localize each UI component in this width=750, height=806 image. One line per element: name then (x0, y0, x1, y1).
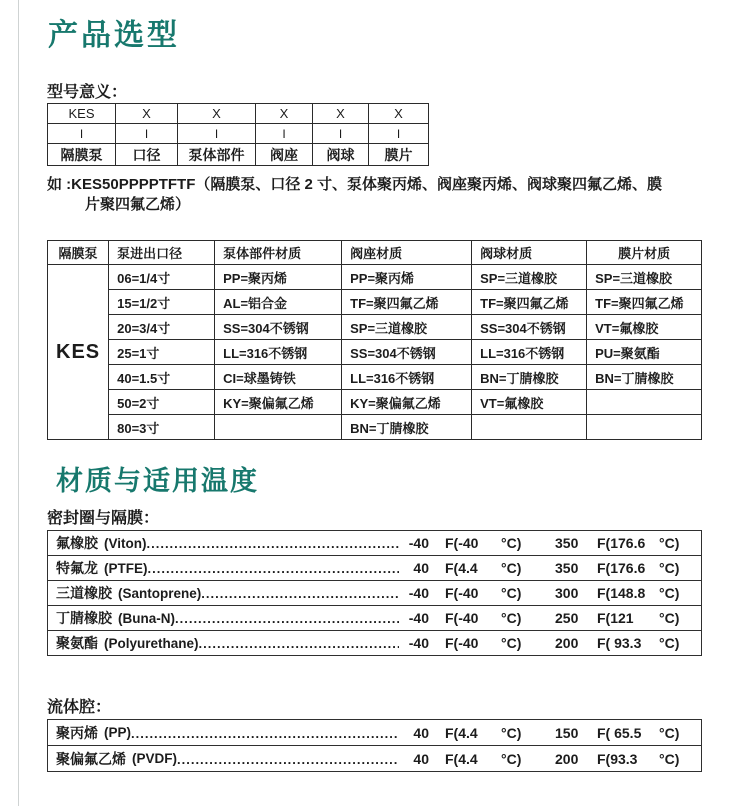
seal-temperature-table (47, 530, 702, 656)
model-x-cell: X (256, 104, 313, 124)
label-cell: 泵体部件 (178, 144, 256, 166)
port-size-cell: 50=2寸 (109, 390, 215, 415)
dot-leader (199, 634, 399, 652)
body-material-cell: KY=聚偏氟乙烯 (215, 390, 342, 415)
connector-cell: I (116, 124, 178, 144)
dot-leader (177, 750, 399, 768)
max-temp-c: F(148.8 (597, 585, 646, 601)
seat-material-cell: SP=三道橡胶 (342, 315, 472, 340)
seat-material-cell: PP=聚丙烯 (342, 265, 472, 290)
label-cell: 口径 (116, 144, 178, 166)
material-name-en: (Buna-N) (118, 610, 175, 626)
label-cell: 膜片 (369, 144, 429, 166)
seat-material-cell: BN=丁腈橡胶 (342, 415, 472, 440)
fluid-temperature-table (47, 719, 702, 772)
min-temp-f: -40 (408, 635, 429, 651)
dot-leader (201, 584, 399, 602)
max-temp-unit: °C) (659, 610, 680, 626)
seat-material-cell: KY=聚偏氟乙烯 (342, 390, 472, 415)
max-temp-c: F( 93.3 (597, 635, 642, 651)
min-temp-f: 40 (413, 724, 429, 741)
diaphragm-material-cell: SP=三道橡胶 (587, 265, 702, 290)
ball-material-cell: LL=316不锈钢 (472, 340, 587, 365)
model-x-cell: X (116, 104, 178, 124)
max-temp-unit: °C) (659, 635, 680, 651)
materials-section-title: 材质与适用温度 (56, 466, 259, 496)
material-row (48, 720, 701, 746)
min-temp-f: 40 (413, 750, 429, 767)
ball-material-cell: SP=三道橡胶 (472, 265, 587, 290)
model-example-line2: 片聚四氟乙烯） (85, 196, 191, 213)
ball-material-cell: TF=聚四氟乙烯 (472, 290, 587, 315)
min-temp-unit: °C) (501, 560, 522, 576)
min-temp-c: F(-40 (445, 635, 479, 651)
selection-row (48, 415, 702, 440)
port-size-cell: 20=3/4寸 (109, 315, 215, 340)
connector-cell: I (178, 124, 256, 144)
ball-material-cell: BN=丁腈橡胶 (472, 365, 587, 390)
body-material-cell: SS=304不锈钢 (215, 315, 342, 340)
min-temp-c: F(-40 (445, 535, 479, 551)
ball-material-cell: VT=氟橡胶 (472, 390, 587, 415)
model-example (47, 175, 707, 215)
ball-material-cell (472, 415, 587, 440)
selection-row (48, 340, 702, 365)
material-row (48, 556, 701, 581)
model-series-cell: KES (48, 104, 116, 124)
min-temp-f: -40 (408, 610, 429, 626)
min-temp-f: -40 (408, 535, 429, 551)
label-cell: 隔膜泵 (48, 144, 116, 166)
max-temp-unit: °C) (659, 724, 680, 741)
selection-row (48, 265, 702, 290)
model-x-cell: X (369, 104, 429, 124)
min-temp-c: F(-40 (445, 585, 479, 601)
diaphragm-material-cell: BN=丁腈橡胶 (587, 365, 702, 390)
max-temp-c: F( 65.5 (597, 724, 642, 741)
max-temp-unit: °C) (659, 535, 680, 551)
port-size-cell: 40=1.5寸 (109, 365, 215, 390)
max-temp-f: 250 (555, 610, 579, 626)
body-material-cell: PP=聚丙烯 (215, 265, 342, 290)
header-ball-material: 阀球材质 (472, 241, 587, 265)
material-name-en: (PP) (104, 725, 131, 740)
material-name-cn: 聚偏氟乙烯 (56, 750, 126, 767)
selection-row (48, 290, 702, 315)
seat-material-cell: SS=304不锈钢 (342, 340, 472, 365)
max-temp-f: 200 (555, 750, 579, 767)
dot-leader (148, 559, 400, 577)
port-size-cell: 80=3寸 (109, 415, 215, 440)
header-diaphragm-material: 膜片材质 (587, 241, 702, 265)
max-temp-c: F(176.6 (597, 535, 646, 551)
model-meaning-table (47, 103, 429, 166)
ball-material-cell: SS=304不锈钢 (472, 315, 587, 340)
series-cell: KES (48, 265, 109, 440)
product-selection-table (47, 240, 702, 440)
model-meaning-label: 型号意义： (47, 84, 128, 101)
min-temp-c: F(4.4 (445, 560, 478, 576)
header-pump: 隔膜泵 (48, 241, 109, 265)
body-material-cell (215, 415, 342, 440)
material-row (48, 606, 701, 631)
selection-row (48, 390, 702, 415)
material-name-en: (PTFE) (104, 560, 148, 576)
port-size-cell: 15=1/2寸 (109, 290, 215, 315)
page-left-border (18, 0, 19, 806)
max-temp-f: 350 (555, 535, 579, 551)
diaphragm-material-cell: TF=聚四氟乙烯 (587, 290, 702, 315)
diaphragm-material-cell: VT=氟橡胶 (587, 315, 702, 340)
seat-material-cell: LL=316不锈钢 (342, 365, 472, 390)
min-temp-unit: °C) (501, 724, 522, 741)
min-temp-unit: °C) (501, 750, 522, 767)
min-temp-unit: °C) (501, 635, 522, 651)
selection-row (48, 365, 702, 390)
material-row (48, 531, 701, 556)
label-cell: 阀座 (256, 144, 313, 166)
diaphragm-material-cell (587, 390, 702, 415)
max-temp-c: F(93.3 (597, 750, 638, 767)
diaphragm-material-cell (587, 415, 702, 440)
max-temp-c: F(176.6 (597, 560, 646, 576)
dot-leader (175, 609, 399, 627)
min-temp-c: F(4.4 (445, 724, 478, 741)
diaphragm-material-cell: PU=聚氨酯 (587, 340, 702, 365)
selection-header-row (48, 241, 702, 265)
label-cell: 阀球 (313, 144, 369, 166)
max-temp-c: F(121 (597, 610, 634, 626)
header-seat-material: 阀座材质 (342, 241, 472, 265)
seat-material-cell: TF=聚四氟乙烯 (342, 290, 472, 315)
model-x-cell: X (313, 104, 369, 124)
min-temp-unit: °C) (501, 610, 522, 626)
material-row (48, 581, 701, 606)
header-port-size: 泵进出口径 (109, 241, 215, 265)
connector-cell: I (48, 124, 116, 144)
header-body-material: 泵体部件材质 (215, 241, 342, 265)
model-x-cell: X (178, 104, 256, 124)
min-temp-f: 40 (413, 560, 429, 576)
dot-leader (147, 534, 400, 552)
body-material-cell: AL=铝合金 (215, 290, 342, 315)
model-example-line1: 如 :KES50PPPPTFTF（隔膜泵、口径 2 寸、泵体聚丙烯、阀座聚丙烯、阀球聚四氟乙烯、膜 (47, 176, 663, 193)
material-row (48, 746, 701, 771)
model-code-row (48, 104, 429, 124)
selection-row (48, 315, 702, 340)
port-size-cell: 06=1/4寸 (109, 265, 215, 290)
material-name-cn: 聚丙烯 (56, 724, 98, 741)
material-name-en: (Santoprene) (118, 585, 202, 601)
port-size-cell: 25=1寸 (109, 340, 215, 365)
model-bar-row (48, 124, 429, 144)
connector-cell: I (313, 124, 369, 144)
max-temp-f: 300 (555, 585, 579, 601)
model-label-row (48, 144, 429, 166)
min-temp-unit: °C) (501, 585, 522, 601)
min-temp-c: F(4.4 (445, 750, 478, 767)
min-temp-unit: °C) (501, 535, 522, 551)
body-material-cell: LL=316不锈钢 (215, 340, 342, 365)
max-temp-f: 350 (555, 560, 579, 576)
material-name-en: (PVDF) (132, 751, 177, 766)
dot-leader (131, 724, 399, 742)
material-name-cn: 聚氨酯 (56, 635, 98, 651)
material-name-en: (Viton) (104, 535, 147, 551)
material-row (48, 631, 701, 655)
fluid-chamber-label: 流体腔： (47, 699, 112, 716)
page-title: 产品选型 (48, 19, 180, 52)
max-temp-unit: °C) (659, 585, 680, 601)
min-temp-c: F(-40 (445, 610, 479, 626)
material-name-cn: 氟橡胶 (56, 535, 98, 551)
body-material-cell: CI=球墨铸铁 (215, 365, 342, 390)
max-temp-f: 200 (555, 635, 579, 651)
min-temp-f: -40 (408, 585, 429, 601)
connector-cell: I (369, 124, 429, 144)
seal-diaphragm-label: 密封圈与隔膜： (47, 510, 160, 527)
material-name-cn: 丁腈橡胶 (56, 610, 112, 626)
material-name-en: (Polyurethane) (104, 635, 199, 651)
material-name-cn: 三道橡胶 (56, 585, 112, 601)
material-name-cn: 特氟龙 (56, 560, 98, 576)
connector-cell: I (256, 124, 313, 144)
max-temp-unit: °C) (659, 560, 680, 576)
max-temp-unit: °C) (659, 750, 680, 767)
max-temp-f: 150 (555, 724, 579, 741)
